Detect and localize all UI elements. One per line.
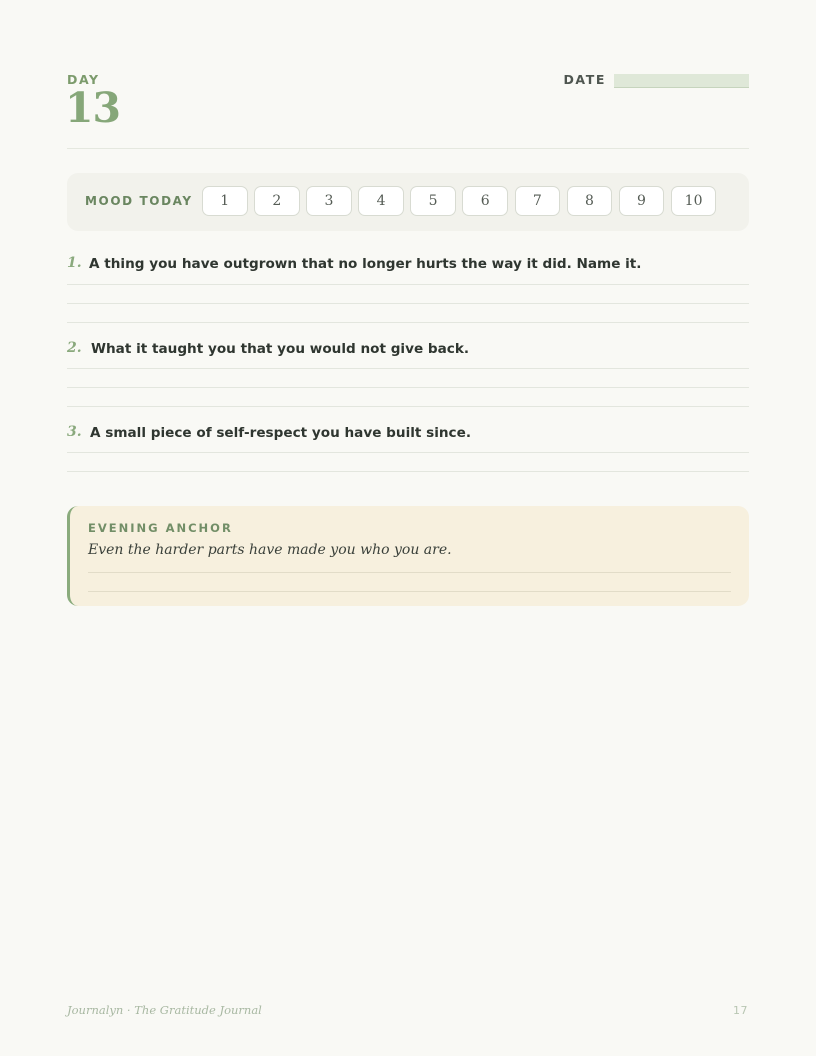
prompt-3	[67, 423, 749, 444]
mood-option-6[interactable]: 6	[462, 186, 508, 216]
prompt-2	[67, 339, 749, 360]
journal-page	[67, 0, 749, 1056]
date-field[interactable]	[614, 74, 749, 88]
anchor-label: EVENING ANCHOR	[88, 521, 233, 535]
mood-option-3[interactable]: 3	[306, 186, 352, 216]
mood-option-10[interactable]: 10	[671, 186, 717, 216]
writing-line[interactable]	[67, 303, 749, 304]
footer-title: Journalyn · The Gratitude Journal	[67, 1003, 262, 1017]
mood-option-4[interactable]: 4	[358, 186, 404, 216]
writing-line[interactable]	[67, 284, 749, 285]
prompt-text: A small piece of self-respect you have built since.	[90, 425, 471, 441]
evening-anchor-card	[67, 506, 749, 606]
mood-option-8[interactable]: 8	[567, 186, 613, 216]
date-label: DATE	[563, 72, 606, 87]
writing-line[interactable]	[67, 452, 749, 453]
anchor-writing-line[interactable]	[88, 591, 731, 592]
mood-option-5[interactable]: 5	[410, 186, 456, 216]
page-header	[67, 72, 749, 149]
mood-option-2[interactable]: 2	[254, 186, 300, 216]
writing-line[interactable]	[67, 387, 749, 388]
mood-option-9[interactable]: 9	[619, 186, 665, 216]
mood-option-1[interactable]: 1	[202, 186, 248, 216]
prompt-number: 3.	[67, 424, 82, 440]
prompt-text: A thing you have outgrown that no longer hurts the way it did. Name it.	[89, 256, 642, 272]
writing-line[interactable]	[67, 471, 749, 472]
day-number: 13	[65, 84, 121, 132]
writing-line[interactable]	[67, 368, 749, 369]
writing-line[interactable]	[67, 322, 749, 323]
day-label: DAY	[67, 72, 100, 87]
prompt-number: 2.	[67, 340, 82, 356]
mood-scale	[202, 186, 716, 216]
anchor-text: Even the harder parts have made you who you are.	[88, 542, 452, 558]
anchor-writing-line[interactable]	[88, 572, 731, 573]
prompt-number: 1.	[67, 255, 82, 271]
mood-tracker	[67, 173, 749, 231]
writing-line[interactable]	[67, 406, 749, 407]
mood-option-7[interactable]: 7	[515, 186, 561, 216]
prompt-1	[67, 254, 749, 275]
page-number: 17	[733, 1004, 748, 1017]
mood-label: MOOD TODAY	[85, 194, 193, 208]
prompt-text: What it taught you that you would not give back.	[91, 341, 470, 357]
